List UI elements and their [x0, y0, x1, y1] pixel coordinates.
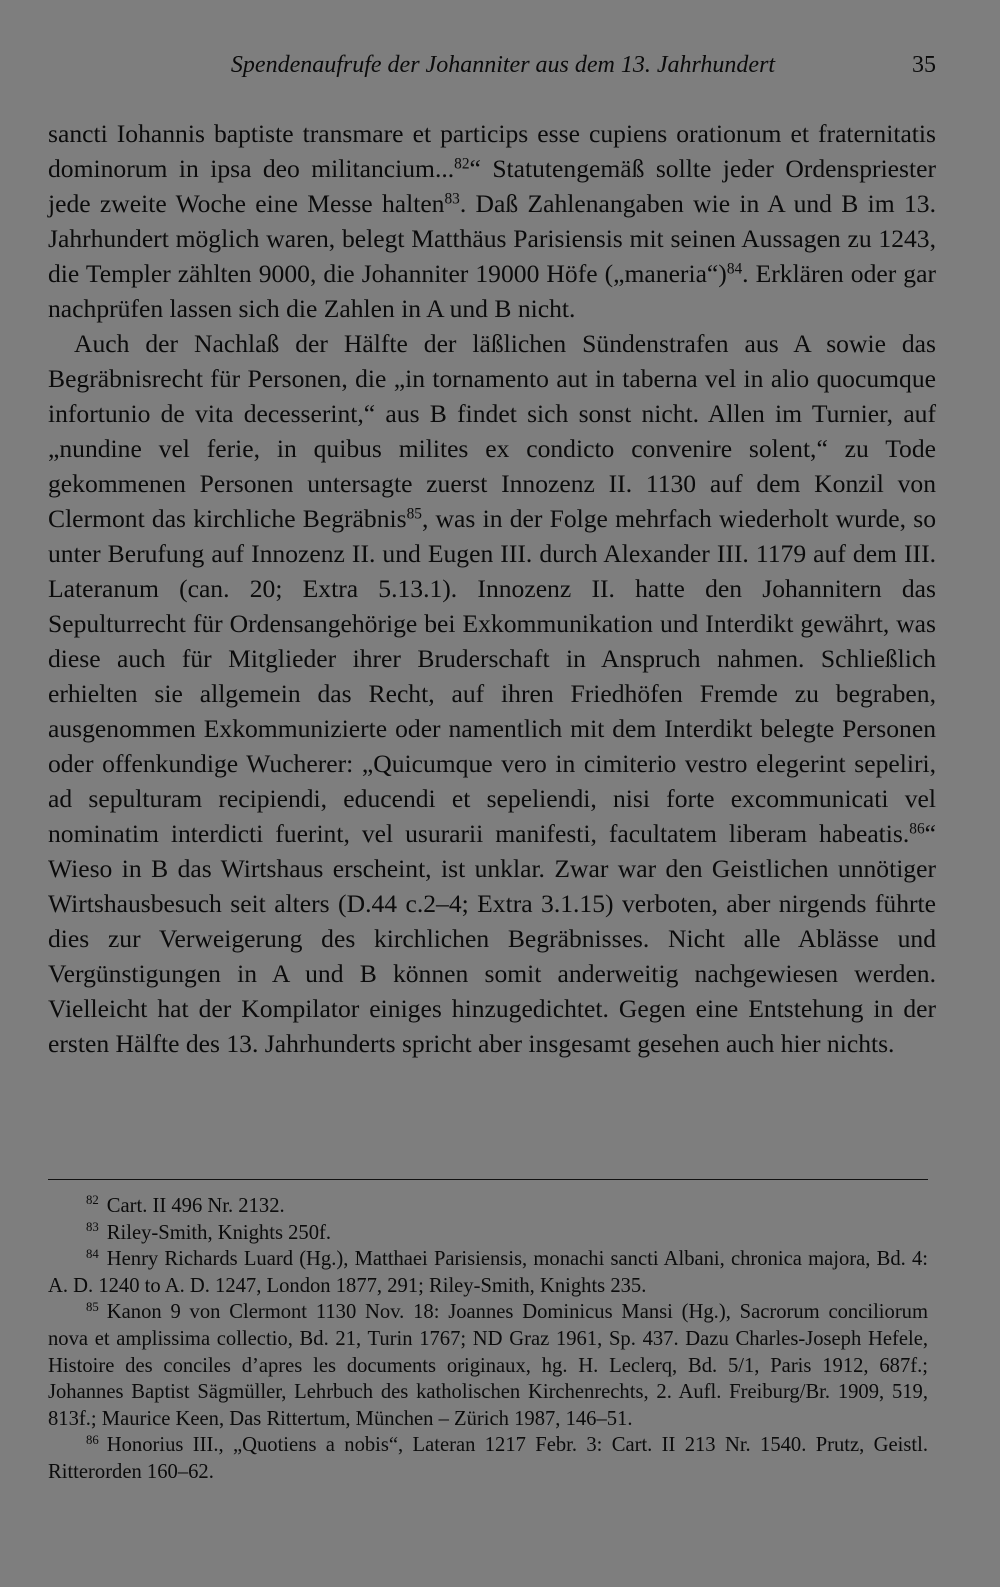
footnote [48, 1432, 928, 1485]
footnote-text: Riley-Smith, Knights 250f. [106, 1221, 332, 1244]
footnote-number: 83 [86, 1219, 99, 1234]
footnote-ref: 83 [444, 190, 460, 208]
footnote-text: Kanon 9 von Clermont 1130 Nov. 18: Joannes Dominicus Mansi (Hg.), Sacrorum conciliorum nova et amplissima collectio, Bd. 21, Turin 1767; ND Graz 1961, Sp. 437. Dazu Charles-Joseph Hefele, Histoire des conciles d’apres les documents originaux, hg. H. Leclerq, Bd. 5/1, Paris 1912, 687f.; Johannes Baptist Sägmüller, Lehrbuch des katholischen Kirchenrechts, 2. Aufl. Freiburg/Br. 1909, 519, 813f.; Maurice Keen, Das Rittertum, München – Zürich 1987, 146–51. [48, 1301, 928, 1430]
footnote-text: Henry Richards Luard (Hg.), Matthaei Parisiensis, monachi sancti Albani, chronica majora, Bd. 4: A. D. 1240 to A. D. 1247, London 1877, 291; Riley-Smith, Knights 235. [48, 1248, 928, 1297]
footnote-number: 84 [86, 1246, 99, 1261]
footnote-ref: 85 [406, 505, 422, 523]
text-run: “ Wieso in B das Wirtshaus erscheint, ist unklar. Zwar war den Geistlichen unnötiger Wirtshausbesuch seit alters (D.44 c.2–4; Extra 3.1.15) verboten, aber nirgends führte dies zur Verweigerung des kirchlichen Begräbnisses. Nicht alle Ablässe und Vergünstigungen in A und B können somit anderweitig nachgewiesen werden. Vielleicht hat der Kompilator einiges hinzugedichtet. Gegen eine Entstehung in der ersten Hälfte des 13. Jahrhunderts spricht aber insgesamt gesehen auch hier nichts. [48, 819, 936, 1058]
footnotes [48, 1193, 928, 1486]
text-run: , was in der Folge mehrfach wiederholt wurde, so unter Berufung auf Innozenz II. und Eugen III. durch Alexander III. 1179 auf dem III. Lateranum (can. 20; Extra 5.13.1). Innozenz II. hatte den Johannitern das Sepulturrecht für Ordensangehörige bei Exkommunikation und Interdikt gewährt, was diese auch für Mitglieder ihrer Bruderschaft in Anspruch nahmen. Schließlich erhielten sie allgemein das Recht, auf ihren Friedhöfen Fremde zu begraben, ausgenommen Exkommunizierte oder namentlich mit dem Interdikt belegte Personen oder offenkundige Wucherer: „Quicumque vero in cimiterio vestro elegerint sepeliri, ad sepulturam recipiendi, educendi et sepeliendi, nisi forte excommunicati vel nominatim interdicti fuerint, vel usurarii manifesti, facultatem liberam habeatis. [48, 504, 937, 848]
running-title: Spendenaufrufe der Johanniter aus dem 13. Jahrhundert [230, 52, 776, 78]
paragraph-2 [48, 326, 936, 1061]
main-text [48, 116, 936, 1061]
footnote [48, 1246, 928, 1299]
footnote-ref: 86 [909, 820, 925, 838]
text-run: Auch der Nachlaß der Hälfte der läßlichen Sündenstrafen aus A sowie das Begräbnisrecht für Personen, die „in tornamento aut in taberna vel in alio quocumque infortunio de vita decesserint,“ aus B findet sich sonst nicht. Allen im Turnier, auf „nundine vel ferie, in quibus milites ex condicto convenire solent,“ zu Tode gekommenen Personen untersagte zuerst Innozenz II. 1130 auf dem Konzil von Clermont das kirchliche Begräbnis [48, 329, 936, 533]
footnote-number: 82 [86, 1193, 99, 1208]
footnote [48, 1299, 928, 1432]
text-run: . Erklären oder gar nachprüfen lassen sich die Zahlen in A und B nicht. [48, 259, 936, 323]
paragraph-1 [48, 116, 936, 326]
footnote-number: 85 [86, 1299, 99, 1314]
footnote [48, 1220, 928, 1247]
text-run: . Daß Zahlenangaben wie in A und B im 13. Jahrhundert möglich waren, belegt Matthäus Parisiensis mit seinen Aussagen zu 1243, die Templer zählten 9000, die Johanniter 19000 Höfe („maneria“) [48, 189, 936, 288]
page-number: 35 [912, 52, 936, 78]
footnote-text: Honorius III., „Quotiens a nobis“, Lateran 1217 Febr. 3: Cart. II 213 Nr. 1540. Prutz, Geistl. Ritterorden 160–62. [48, 1434, 928, 1483]
footnote [48, 1193, 928, 1220]
footnote-ref: 84 [726, 260, 743, 278]
footnote-divider [48, 1179, 928, 1180]
footnote-ref: 82 [454, 155, 470, 173]
text-run: sancti Iohannis baptiste transmare et particips esse cupiens orationum et fraternitatis dominorum in ipsa deo militancium... [48, 119, 936, 183]
page-header [48, 52, 936, 88]
footnote-number: 86 [86, 1432, 99, 1447]
text-run: “ Statutengemäß sollte jeder Ordenspriester jede zweite Woche eine Messe halten [48, 154, 936, 218]
footnote-text: Cart. II 496 Nr. 2132. [106, 1195, 285, 1217]
